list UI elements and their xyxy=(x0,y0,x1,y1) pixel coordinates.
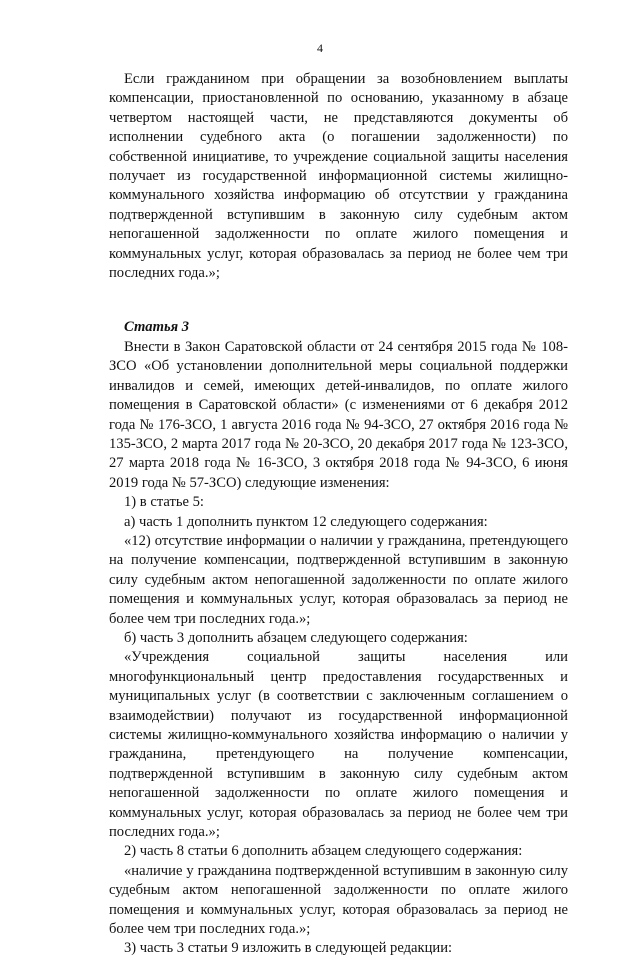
page-number: 4 xyxy=(317,41,323,55)
document-body xyxy=(109,70,568,959)
paragraph-institutions: «Учреждения социальной защиты населения или многофункциональный центр предоставления государственных и муниципальных услуг (в соответствии с заключенным соглашением о взаимодействии) получают из государственной информационной системы жилищно-коммунального хозяйства информацию о наличии у гражданина, претендующего на получение компенсации, подтвержденной вступившим в законную силу судебным актом непогашенной задолженности по оплате жилого помещения и коммунальных услуг, которая образовалась за период не более чем три последних года.»; xyxy=(109,649,568,841)
paragraph-point-12: «12) отсутствие информации о наличии у гражданина, претендующего на получение компенсации, подтвержденной вступившим в законную силу судебным актом непогашенной задолженности по оплате жилого помещения и коммунальных услуг, которая образовалась за период не более чем три последних года.»; xyxy=(109,532,568,627)
list-item-part-1: а) часть 1 дополнить пунктом 12 следующего содержания: xyxy=(124,513,488,530)
list-item-article-5: 1) в статье 5: xyxy=(124,494,204,511)
article-heading: Статья 3 xyxy=(124,319,190,336)
paragraph-compensation-resumption: Если гражданином при обращении за возобновлением выплаты компенсации, приостановленной по основанию, указанному в абзаце четвертом настоящей части, не представляются документы об исполнении судебного акта (о погашении задолженности) по собственной инициативе, то учреждение социальной защиты населения получает из государственной информационной системы жилищно-коммунального хозяйства информацию об отсутствии у гражданина подтвержденной вступившим в законную силу судебным актом непогашенной задолженности по оплате жилого помещения и коммунальных услуг, которая образовалась за период не более чем три последних года.»; xyxy=(109,71,568,282)
list-item-article-9: 3) часть 3 статьи 9 изложить в следующей редакции: xyxy=(124,940,453,957)
paragraph-amendment-intro: Внести в Закон Саратовской области от 24 сентября 2015 года № 108-ЗСО «Об установлении дополнительной меры социальной поддержки инвалидов и семей, имеющих детей-инвалидов, по оплате жилого помещения в Саратовской области» (с изменениями от 6 декабря 2012 года № 176-ЗСО, 1 августа 2016 года № 94-ЗСО, 27 октября 2016 года № 135-ЗСО, 2 марта 2017 года № 20-ЗСО, 20 декабря 2017 года № 123-ЗСО, 27 марта 2018 года № 16-ЗСО, 3 октября 2018 года № 94-ЗСО, 6 июня 2019 года № 57-ЗСО) следующие изменения: xyxy=(109,338,568,491)
list-item-article-6: 2) часть 8 статьи 6 дополнить абзацем следующего содержания: xyxy=(124,843,523,860)
list-item-part-3: б) часть 3 дополнить абзацем следующего содержания: xyxy=(124,629,468,646)
paragraph-debt-presence: «наличие у гражданина подтвержденной вступившим в законную силу судебным актом непогашенной задолженности по оплате жилого помещения и коммунальных услуг, которая образовалась за период не более чем три последних года.»; xyxy=(109,862,568,938)
